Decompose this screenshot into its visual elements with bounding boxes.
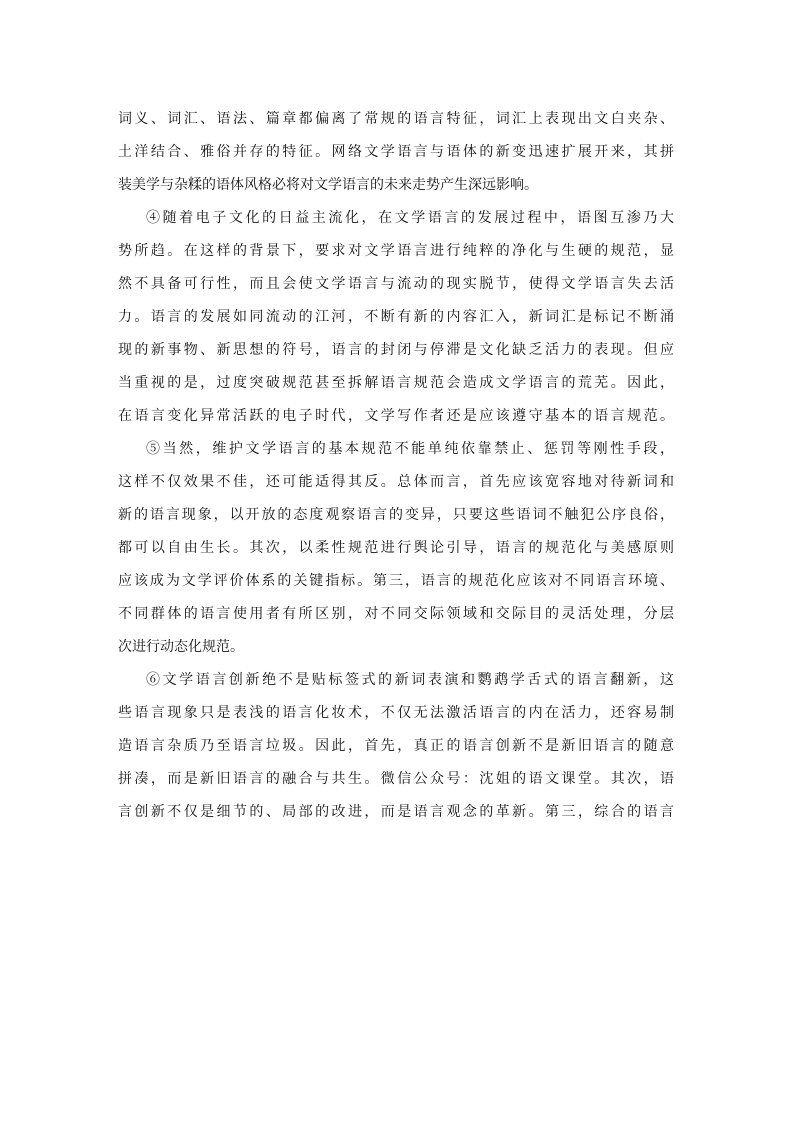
text-line: 然不具备可行性，而且会使文学语言与流动的现实脱节，使得文学语言失去活 bbox=[118, 276, 674, 292]
text-line: 装美学与杂糅的语体风格必将对文学语言的未来走势产生深远影响。 bbox=[118, 177, 538, 193]
text-line: ⑤当然，维护文学语言的基本规范不能单纯依靠禁止、惩罚等刚性手段， bbox=[146, 441, 674, 457]
body-text bbox=[118, 103, 674, 829]
text-line: ④随着电子文化的日益主流化，在文学语言的发展过程中，语图互渗乃大 bbox=[146, 210, 674, 226]
paragraph-5 bbox=[118, 433, 674, 664]
text-line: 应该成为文学评价体系的关键指标。第三，语言的规范化应该对不同语言环境、 bbox=[118, 573, 674, 589]
text-line: 势所趋。在这样的背景下，要求对文学语言进行纯粹的净化与生硬的规范，显 bbox=[118, 243, 674, 259]
paragraph-1 bbox=[118, 103, 674, 202]
text-line: 新的语言现象，以开放的态度观察语言的变异，只要这些语词不触犯公序良俗， bbox=[118, 507, 674, 523]
paragraph-4 bbox=[118, 202, 674, 433]
text-line: 造语言杂质乃至语言垃圾。因此，首先，真正的语言创新不是新旧语言的随意 bbox=[118, 738, 674, 754]
text-line: ⑥文学语言创新绝不是贴标签式的新词表演和鹦鹉学舌式的语言翻新，这 bbox=[146, 672, 674, 688]
text-line: 词义、词汇、语法、篇章都偏离了常规的语言特征，词汇上表现出文白夹杂、 bbox=[118, 111, 674, 127]
text-line: 在语言变化异常活跃的电子时代，文学写作者还是应该遵守基本的语言规范。 bbox=[118, 408, 674, 424]
paragraph-6 bbox=[118, 664, 674, 829]
text-line: 力。语言的发展如同流动的江河，不断有新的内容汇入，新词汇是标记不断涌 bbox=[118, 309, 674, 325]
text-line: 些语言现象只是表浅的语言化妆术，不仅无法激活语言的内在活力，还容易制 bbox=[118, 705, 674, 721]
text-line: 现的新事物、新思想的符号，语言的封闭与停滞是文化缺乏活力的表现。但应 bbox=[118, 342, 674, 358]
text-line: 这样不仅效果不佳，还可能适得其反。总体而言，首先应该宽容地对待新词和 bbox=[118, 474, 674, 490]
text-line: 次进行动态化规范。 bbox=[118, 639, 244, 655]
text-line: 土洋结合、雅俗并存的特征。网络文学语言与语体的新变迅速扩展开来，其拼 bbox=[118, 144, 674, 160]
text-line: 不同群体的语言使用者有所区别，对不同交际领域和交际目的灵活处理，分层 bbox=[118, 606, 674, 622]
text-line: 言创新不仅是细节的、局部的改进，而是语言观念的革新。第三，综合的语言 bbox=[118, 804, 674, 820]
text-line: 当重视的是，过度突破规范甚至拆解语言规范会造成文学语言的荒芜。因此， bbox=[118, 375, 674, 391]
text-line: 都可以自由生长。其次，以柔性规范进行舆论引导，语言的规范化与美感原则 bbox=[118, 540, 674, 556]
text-line: 拼凑，而是新旧语言的融合与共生。微信公众号：沈姐的语文课堂。其次，语 bbox=[118, 771, 674, 787]
